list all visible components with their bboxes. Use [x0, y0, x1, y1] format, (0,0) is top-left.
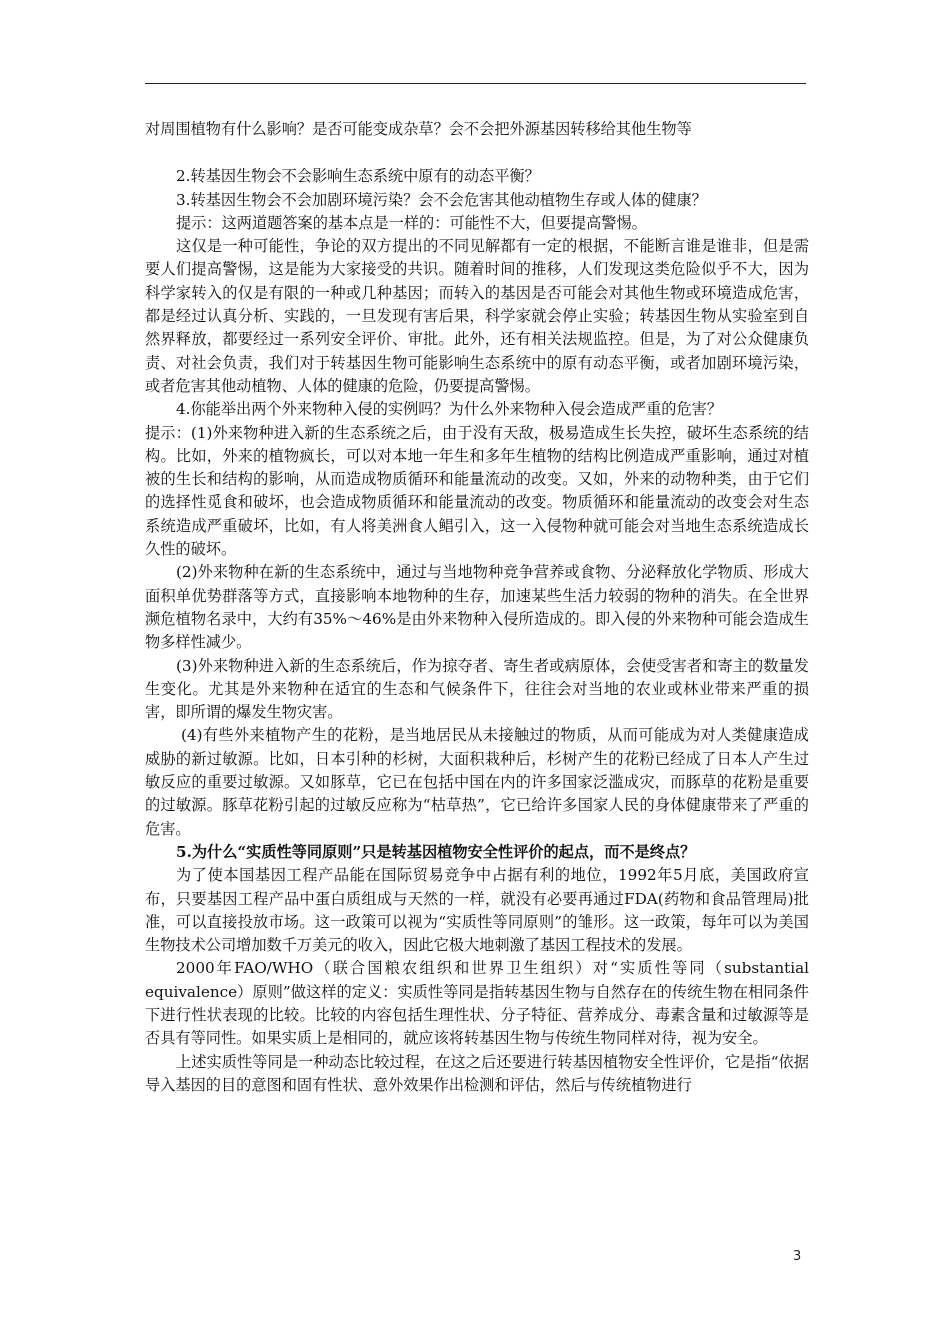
- hint-point-3: (3)外来物种进入新的生态系统后，作为掠夺者、寄生者或病原体，会使受害者和寄主的数量发生变化。尤其是外来物种在适宜的生态和气候条件下，往往会对当地的农业或林业带来严重的损害，即所谓的爆发生物灾害。: [145, 656, 809, 722]
- header-rule: [145, 83, 806, 84]
- paragraph-continuation: 对周围植物有什么影响？是否可能变成杂草？会不会把外源基因转移给其他生物等: [145, 120, 692, 138]
- question-4: 4.你能举出两个外来物种入侵的实例吗？为什么外来物种入侵会造成严重的危害？: [176, 400, 723, 419]
- explanation-paragraph: 这仅是一种可能性，争论的双方提出的不同见解都有一定的根据，不能断言谁是谁非，但是需要人们提高警惕，这是能为大家接受的共识。随着时间的推移，人们发现这类危险似乎不大，因为科学家转入的仅是有限的一种或几种基因；而转入的基因是否可能会对其他生物或环境造成危害，都是经过认真分析、实践的，一旦发现有害后果，科学家就会停止实验；转基因生物从实验室到自然界释放，都要经过一系列安全评价、审批。此外，还有相关法规监控。但是，为了对公众健康负责、对社会负责，我们对于转基因生物可能影响生态系统中的原有动态平衡，或者加剧环境污染，或者危害其他动植物、人体的健康的危险，仍要提高警惕。: [145, 237, 809, 395]
- page-number: 3: [793, 1249, 802, 1264]
- hint-paragraph: 提示：这两道题答案的基本点是一样的：可能性不大，但要提高警惕。: [176, 213, 647, 232]
- hint-point-4: (4)有些外来植物产生的花粉，是当地居民从未接触过的物质，从而可能成为对人类健康造成威胁的新过敏源。比如，日本引种的杉树，大面积栽种后，杉树产生的花粉已经成了日本人产生过敏反应的重要过敏源。又如豚草，它已在包括中国在内的许多国家泛滥成灾，而豚草的花粉是重要的过敏源。豚草花粉引起的过敏反应称为“枯草热”，它已给许多国家人民的身体健康带来了严重的危害。: [145, 726, 809, 838]
- question-2: 2.转基因生物会不会影响生态系统中原有的动态平衡？: [176, 167, 540, 186]
- question-5: 5.为什么“实质性等同原则”只是转基因植物安全性评价的起点，而不是终点？: [176, 842, 696, 861]
- hint-point-2: (2)外来物种在新的生态系统中，通过与当地物种竞争营养或食物、分泌释放化学物质、形成大面积单优势群落等方式，直接影响本地物种的生存，加速某些生活力较弱的物种的消失。在全世界濒危植物名录中，大约有35%～46%是由外来物种入侵所造成的。即入侵的外来物种可能会造成生物多样性减少。: [145, 563, 809, 652]
- hint-point-1: 提示：(1)外来物种进入新的生态系统之后，由于没有天敌，极易造成生长失控，破坏生态系统的结构。比如，外来的植物疯长，可以对本地一年生和多年生植物的结构比例造成严重影响，通过对植被的生长和结构的影响，从而造成物质循环和能量流动的改变。又如，外来的动物种类，由于它们的选择性觅食和破坏，也会造成物质循环和能量流动的改变。物质循环和能量流动的改变会对生态系统造成严重破坏，比如，有人将美洲食人鲳引入，这一入侵物种就可能会对当地生态系统造成长久性的破坏。: [145, 423, 809, 559]
- answer-paragraph-3: 上述实质性等同是一种动态比较过程，在这之后还要进行转基因植物安全性评价，它是指“依据导入基因的目的意图和固有性状、意外效果作出检测和评估，然后与传统植物进行: [145, 1052, 809, 1094]
- answer-paragraph-2: 2000年FAO/WHO（联合国粮农组织和世界卫生组织）对“实质性等同（substantial equivalence）原则”做这样的定义：实质性等同是指转基因生物与自然存在的传统生物在相同条件下进行性状表现的比较。比较的内容包括生理性状、分子特征、营养成分、毒素含量和过敏源等是否具有等同性。如果实质上是相同的，就应该将转基因生物与传统生物同样对待，视为安全。: [145, 959, 809, 1048]
- document-body: [145, 118, 809, 1097]
- answer-paragraph-1: 为了使本国基因工程产品能在国际贸易竞争中占据有利的地位，1992年5月底，美国政府宣布，只要基因工程产品中蛋白质组成与天然的一样，就没有必要再通过FDA(药物和食品管理局)批准，可以直接投放市场。这一政策可以视为“实质性等同原则”的雏形。这一政策，每年可以为美国生物技术公司增加数千万美元的收入，因此它极大地刺激了基因工程技术的发展。: [145, 866, 809, 955]
- question-3: 3.转基因生物会不会加剧环境污染？会不会危害其他动植物生存或人体的健康？: [176, 190, 707, 209]
